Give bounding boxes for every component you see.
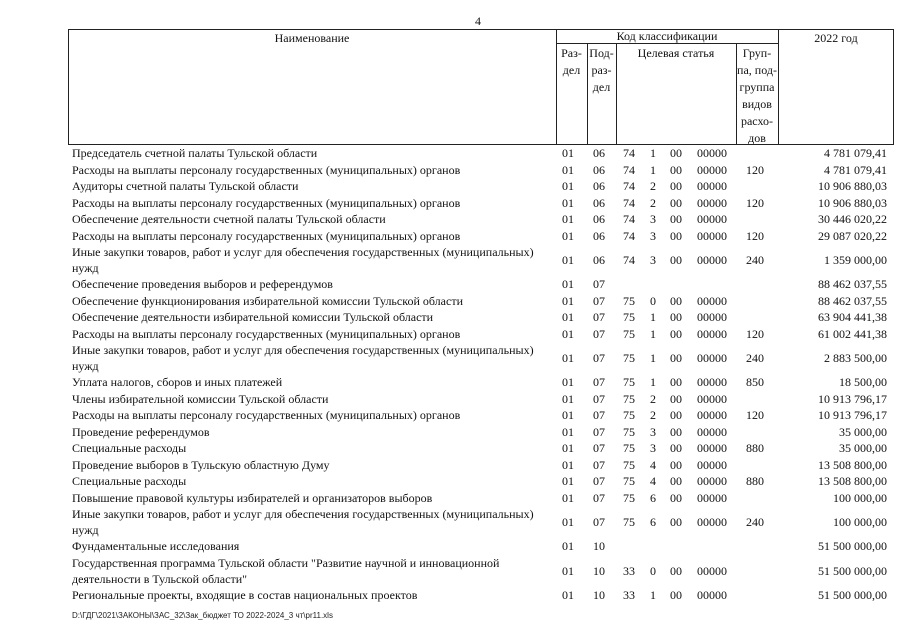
row-code-t4: 00000 — [697, 195, 727, 210]
row-code-pr: 10 — [593, 563, 605, 578]
row-code-pr: 06 — [593, 253, 605, 267]
row-code-t2: 0 — [650, 563, 656, 578]
row-code-rz: 01 — [562, 587, 574, 602]
row-name: Уплата налогов, сборов и иных платежей — [72, 375, 283, 389]
table-row — [0, 228, 905, 245]
row-code-t1: 75 — [623, 408, 635, 422]
row-name: Иные закупки товаров, работ и услуг для обеспечения государственных (муниципальных) нужд — [72, 507, 534, 537]
row-code-rz: 01 — [562, 424, 574, 439]
row-code-pr: 07 — [593, 490, 605, 505]
row-code-t2: 2 — [650, 408, 656, 422]
row-code-rz: 01 — [562, 326, 574, 341]
table-row — [0, 211, 905, 228]
row-code-t2: 3 — [650, 212, 656, 226]
row-name: Обеспечение проведения выборов и референдумов — [72, 277, 333, 291]
row-code-t1: 75 — [623, 515, 635, 529]
row-code-t4: 00000 — [697, 212, 727, 226]
row-code-pr: 06 — [593, 162, 605, 177]
table-row — [0, 309, 905, 326]
row-name: Государственная программа Тульской области "Развитие научной и инновационной деятельности в Тульской области" — [72, 555, 500, 586]
table-row — [0, 407, 905, 424]
row-code-t3: 00 — [670, 310, 682, 324]
row-code-rz: 01 — [562, 212, 574, 226]
row-code-pr: 07 — [593, 326, 605, 341]
row-code-pr: 07 — [593, 391, 605, 406]
row-name: Аудиторы счетной палаты Тульской области — [72, 179, 299, 193]
row-code-t4: 00000 — [697, 490, 727, 505]
row-name: Специальные расходы — [72, 441, 187, 455]
header-target: Целевая статья — [637, 46, 715, 60]
row-code-t4: 00000 — [697, 587, 727, 602]
row-amount: 51 500 000,00 — [818, 563, 887, 578]
row-code-rz: 01 — [562, 474, 574, 488]
row-code-t1: 75 — [623, 441, 635, 455]
row-code-t4: 00000 — [697, 375, 727, 389]
row-code-t2: 6 — [650, 515, 656, 529]
row-code-vr: 120 — [746, 162, 764, 177]
row-code-t2: 3 — [650, 424, 656, 439]
table-row — [0, 506, 905, 538]
table-row — [0, 293, 905, 310]
row-name: Повышение правовой культуры избирателей и организаторов выборов — [72, 490, 433, 505]
row-code-t1: 75 — [623, 474, 635, 488]
table-header — [68, 29, 894, 145]
row-code-t1: 74 — [623, 179, 635, 193]
table-body — [0, 145, 905, 603]
row-amount: 88 462 037,55 — [818, 277, 887, 291]
row-amount: 10 913 796,17 — [818, 391, 887, 406]
row-code-t3: 00 — [670, 375, 682, 389]
row-amount: 100 000,00 — [833, 490, 887, 505]
table-row — [0, 326, 905, 343]
row-name: Проведение выборов в Тульскую областную Думу — [72, 457, 330, 472]
row-amount: 63 904 441,38 — [818, 310, 887, 324]
row-code-t4: 00000 — [697, 408, 727, 422]
row-name: Расходы на выплаты персоналу государственных (муниципальных) органов — [72, 162, 461, 177]
row-code-t3: 00 — [670, 162, 682, 177]
row-code-rz: 01 — [562, 146, 574, 160]
row-code-pr: 06 — [593, 228, 605, 243]
header-classification: Код классификации — [616, 29, 718, 43]
row-code-pr: 07 — [593, 424, 605, 439]
row-code-t3: 00 — [670, 195, 682, 210]
table-row — [0, 490, 905, 507]
row-code-t4: 00000 — [697, 441, 727, 455]
row-code-t4: 00000 — [697, 293, 727, 308]
row-code-rz: 01 — [562, 515, 574, 529]
row-code-t1: 75 — [623, 351, 635, 365]
row-code-t3: 00 — [670, 457, 682, 472]
row-code-t1: 75 — [623, 375, 635, 389]
row-code-t1: 33 — [623, 587, 635, 602]
row-code-t3: 00 — [670, 212, 682, 226]
row-code-t1: 75 — [623, 310, 635, 324]
row-code-t2: 1 — [650, 351, 656, 365]
table-row — [0, 178, 905, 195]
row-code-rz: 01 — [562, 408, 574, 422]
row-code-t4: 00000 — [697, 326, 727, 341]
row-code-t1: 75 — [623, 424, 635, 439]
row-name: Фундаментальные исследования — [72, 539, 240, 553]
row-code-vr: 850 — [746, 375, 764, 389]
row-name: Проведение референдумов — [72, 424, 210, 439]
row-code-vr: 880 — [746, 474, 764, 488]
row-code-t2: 2 — [650, 195, 656, 210]
table-row — [0, 473, 905, 490]
row-name: Расходы на выплаты персоналу государственных (муниципальных) органов — [72, 228, 461, 243]
row-code-t2: 4 — [650, 474, 656, 488]
header-name: Наименование — [274, 31, 350, 45]
row-code-t3: 00 — [670, 326, 682, 341]
row-code-t3: 00 — [670, 441, 682, 455]
header-group: Груп- па, под- группа видов расхо- дов — [737, 46, 777, 145]
row-code-pr: 06 — [593, 146, 605, 160]
row-name: Обеспечение деятельности избирательной комиссии Тульской области — [72, 310, 434, 324]
row-code-pr: 07 — [593, 277, 605, 291]
row-code-vr: 120 — [746, 228, 764, 243]
row-amount: 35 000,00 — [839, 424, 887, 439]
row-code-rz: 01 — [562, 539, 574, 553]
row-amount: 35 000,00 — [839, 441, 887, 455]
table-row — [0, 145, 905, 162]
row-amount: 2 883 500,00 — [824, 351, 887, 365]
row-code-t4: 00000 — [697, 228, 727, 243]
row-code-t2: 1 — [650, 326, 656, 341]
row-name: Расходы на выплаты персоналу государственных (муниципальных) органов — [72, 408, 461, 422]
row-amount: 29 087 020,22 — [818, 228, 887, 243]
row-code-t4: 00000 — [697, 179, 727, 193]
row-name: Обеспечение функционирования избирательной комиссии Тульской области — [72, 293, 463, 308]
row-code-rz: 01 — [562, 195, 574, 210]
row-code-pr: 07 — [593, 293, 605, 308]
row-code-vr: 120 — [746, 326, 764, 341]
row-amount: 10 906 880,03 — [818, 195, 887, 210]
row-code-pr: 07 — [593, 515, 605, 529]
row-amount: 61 002 441,38 — [818, 326, 887, 341]
row-amount: 51 500 000,00 — [818, 539, 887, 553]
row-code-t4: 00000 — [697, 253, 727, 267]
row-code-t4: 00000 — [697, 515, 727, 529]
table-row — [0, 244, 905, 276]
row-code-t3: 00 — [670, 228, 682, 243]
row-code-t1: 75 — [623, 391, 635, 406]
row-amount: 18 500,00 — [839, 375, 887, 389]
row-code-rz: 01 — [562, 277, 574, 291]
row-code-t3: 00 — [670, 293, 682, 308]
row-code-rz: 01 — [562, 179, 574, 193]
table-row — [0, 555, 905, 587]
row-amount: 1 359 000,00 — [824, 253, 887, 267]
row-code-t4: 00000 — [697, 563, 727, 578]
row-code-rz: 01 — [562, 228, 574, 243]
row-code-t4: 00000 — [697, 424, 727, 439]
table-row — [0, 195, 905, 212]
row-name: Председатель счетной палаты Тульской области — [72, 146, 318, 160]
row-code-t3: 00 — [670, 146, 682, 160]
row-code-pr: 10 — [593, 587, 605, 602]
page-number: 4 — [475, 14, 481, 28]
row-code-t2: 3 — [650, 228, 656, 243]
table-row — [0, 162, 905, 179]
row-code-t2: 4 — [650, 457, 656, 472]
row-code-t3: 00 — [670, 490, 682, 505]
row-code-rz: 01 — [562, 490, 574, 505]
row-code-pr: 07 — [593, 310, 605, 324]
row-code-t4: 00000 — [697, 457, 727, 472]
row-code-t1: 74 — [623, 162, 635, 177]
header-razdel: Раз- дел — [561, 46, 582, 77]
row-code-pr: 07 — [593, 351, 605, 365]
row-name: Иные закупки товаров, работ и услуг для обеспечения государственных (муниципальных) нужд — [72, 343, 534, 373]
row-code-t1: 74 — [623, 146, 635, 160]
row-code-pr: 07 — [593, 474, 605, 488]
row-code-t3: 00 — [670, 351, 682, 365]
row-code-t1: 74 — [623, 195, 635, 210]
row-code-pr: 07 — [593, 457, 605, 472]
row-name: Расходы на выплаты персоналу государственных (муниципальных) органов — [72, 326, 461, 341]
row-code-rz: 01 — [562, 563, 574, 578]
row-code-t1: 74 — [623, 212, 635, 226]
row-code-vr: 880 — [746, 441, 764, 455]
row-code-pr: 07 — [593, 408, 605, 422]
row-code-t3: 00 — [670, 474, 682, 488]
row-amount: 4 781 079,41 — [824, 162, 887, 177]
table-row — [0, 538, 905, 555]
row-code-t1: 75 — [623, 457, 635, 472]
row-code-t4: 00000 — [697, 474, 727, 488]
row-code-vr: 240 — [746, 351, 764, 365]
row-code-t3: 00 — [670, 424, 682, 439]
row-code-t4: 00000 — [697, 162, 727, 177]
row-code-pr: 06 — [593, 212, 605, 226]
row-code-t3: 00 — [670, 253, 682, 267]
row-amount: 4 781 079,41 — [824, 146, 887, 160]
row-code-rz: 01 — [562, 162, 574, 177]
row-code-rz: 01 — [562, 457, 574, 472]
row-code-vr: 120 — [746, 408, 764, 422]
row-code-t4: 00000 — [697, 310, 727, 324]
row-code-t2: 2 — [650, 391, 656, 406]
row-code-t2: 1 — [650, 162, 656, 177]
row-code-rz: 01 — [562, 351, 574, 365]
row-name: Специальные расходы — [72, 474, 187, 488]
file-path: D:\ГДГ\2021\ЗАКОНЫ\ЗАС_32\Зак_бюджет ТО 2022-2024_3 чт\pr11.xls — [72, 611, 333, 620]
row-name: Расходы на выплаты персоналу государственных (муниципальных) органов — [72, 195, 461, 210]
row-code-t2: 1 — [650, 146, 656, 160]
row-code-t1: 75 — [623, 490, 635, 505]
row-code-t1: 74 — [623, 228, 635, 243]
row-code-t2: 3 — [650, 441, 656, 455]
row-code-t1: 75 — [623, 326, 635, 341]
row-code-t3: 00 — [670, 408, 682, 422]
row-code-t2: 6 — [650, 490, 656, 505]
row-amount: 10 913 796,17 — [818, 408, 887, 422]
row-name: Иные закупки товаров, работ и услуг для обеспечения государственных (муниципальных) нужд — [72, 245, 534, 275]
row-code-rz: 01 — [562, 391, 574, 406]
row-code-rz: 01 — [562, 375, 574, 389]
row-amount: 10 906 880,03 — [818, 179, 887, 193]
table-row — [0, 391, 905, 408]
row-code-pr: 06 — [593, 179, 605, 193]
row-code-t3: 00 — [670, 391, 682, 406]
row-code-t2: 1 — [650, 310, 656, 324]
row-code-t3: 00 — [670, 179, 682, 193]
row-amount: 13 508 800,00 — [818, 474, 887, 488]
row-code-vr: 120 — [746, 195, 764, 210]
header-year: 2022 год — [814, 31, 858, 45]
row-code-rz: 01 — [562, 310, 574, 324]
row-amount: 51 500 000,00 — [818, 587, 887, 602]
row-code-pr: 06 — [593, 195, 605, 210]
table-row — [0, 587, 905, 604]
table-row — [0, 424, 905, 441]
row-code-rz: 01 — [562, 441, 574, 455]
row-code-t4: 00000 — [697, 146, 727, 160]
row-code-t1: 75 — [623, 293, 635, 308]
table-row — [0, 374, 905, 391]
row-amount: 88 462 037,55 — [818, 293, 887, 308]
row-code-vr: 240 — [746, 515, 764, 529]
row-code-rz: 01 — [562, 253, 574, 267]
row-code-pr: 07 — [593, 375, 605, 389]
row-code-t4: 00000 — [697, 351, 727, 365]
row-code-t2: 1 — [650, 587, 656, 602]
row-code-t1: 74 — [623, 253, 635, 267]
row-code-t2: 3 — [650, 253, 656, 267]
row-code-t4: 00000 — [697, 391, 727, 406]
row-amount: 100 000,00 — [833, 515, 887, 529]
table-row — [0, 457, 905, 474]
row-code-t2: 1 — [650, 375, 656, 389]
row-code-pr: 10 — [593, 539, 605, 553]
row-code-t3: 00 — [670, 563, 682, 578]
table-row — [0, 342, 905, 374]
row-code-t1: 33 — [623, 563, 635, 578]
row-name: Обеспечение деятельности счетной палаты Тульской области — [72, 212, 386, 226]
row-code-pr: 07 — [593, 441, 605, 455]
row-code-t3: 00 — [670, 587, 682, 602]
row-code-rz: 01 — [562, 293, 574, 308]
header-podrazdel: Под- раз- дел — [589, 46, 614, 94]
table-row — [0, 440, 905, 457]
row-code-vr: 240 — [746, 253, 764, 267]
row-name: Члены избирательной комиссии Тульской области — [72, 391, 329, 406]
row-code-t2: 0 — [650, 293, 656, 308]
table-row — [0, 276, 905, 293]
row-name: Региональные проекты, входящие в состав национальных проектов — [72, 587, 418, 602]
row-amount: 13 508 800,00 — [818, 457, 887, 472]
row-amount: 30 446 020,22 — [818, 212, 887, 226]
row-code-t3: 00 — [670, 515, 682, 529]
row-code-t2: 2 — [650, 179, 656, 193]
